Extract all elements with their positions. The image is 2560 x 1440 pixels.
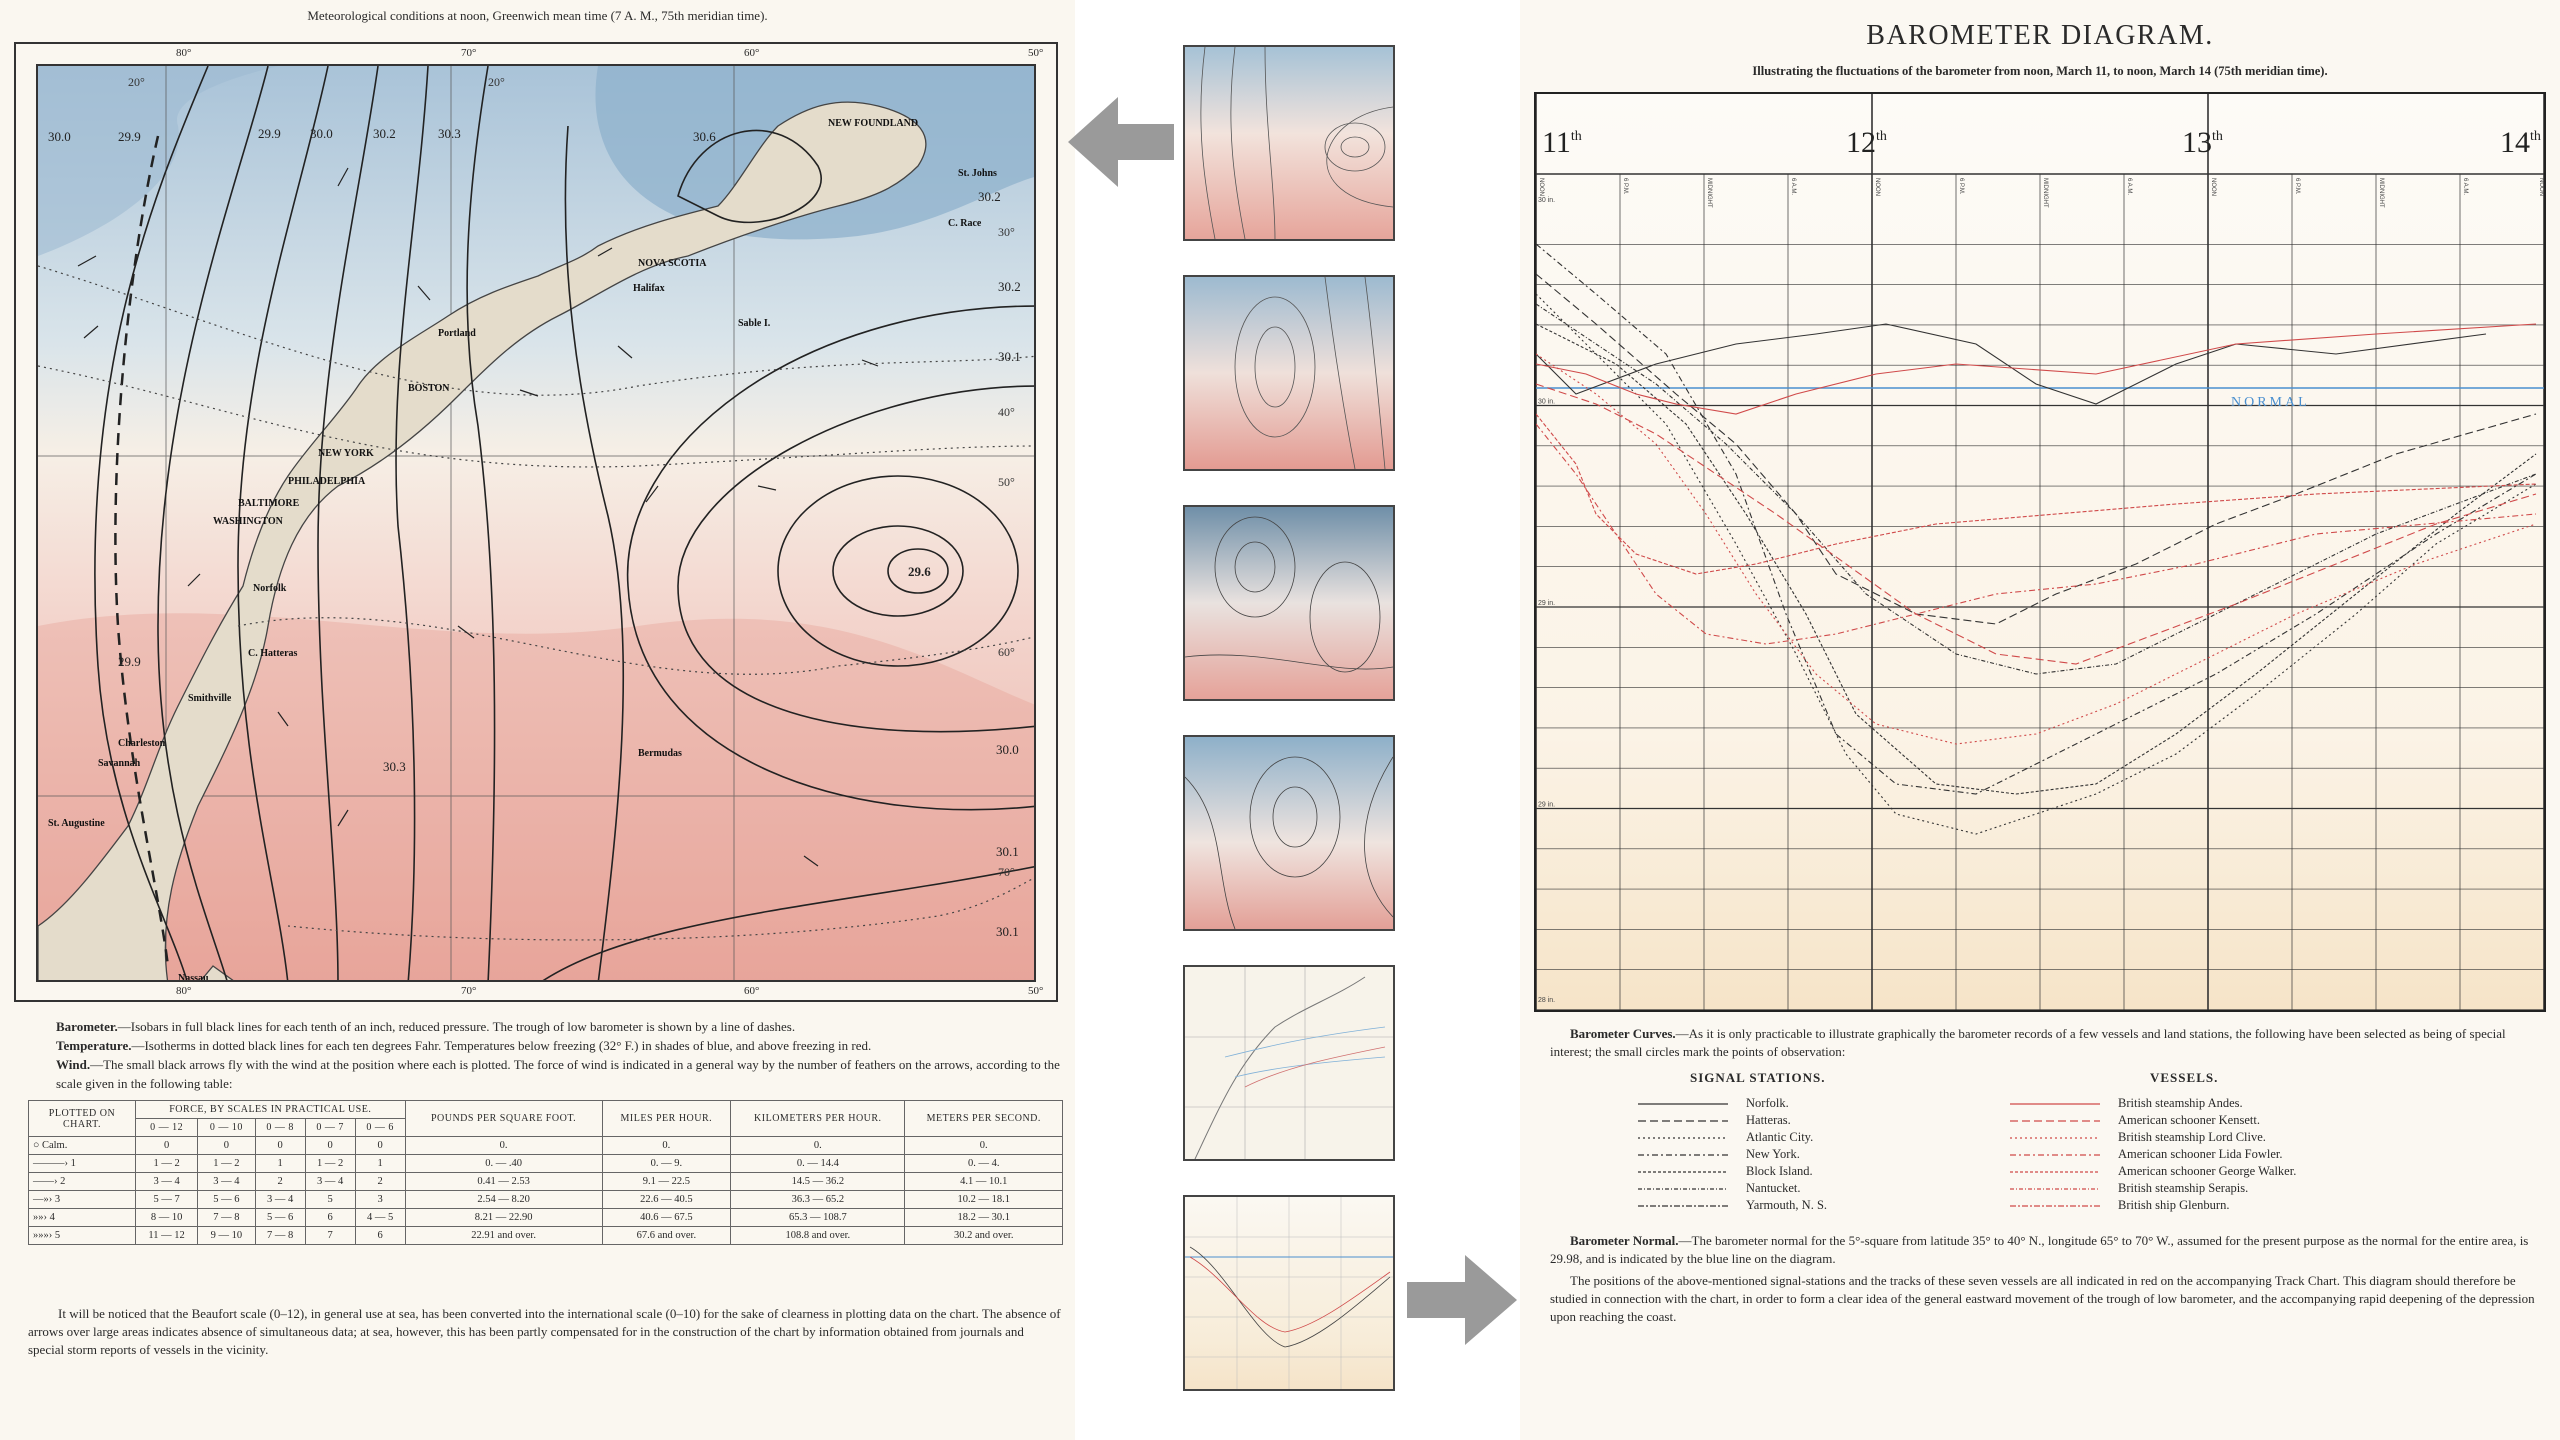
isobar-label: 30.1 [998, 349, 1021, 364]
day-label: 14th [2500, 126, 2541, 159]
place-label: St. Johns [958, 168, 997, 179]
key-label: Hatteras. [1746, 1113, 1791, 1127]
weather-map-svg [38, 66, 1036, 982]
thumbnail-image [1185, 277, 1393, 469]
isobar-label: 30.0 [310, 126, 333, 141]
thumbnail-map-2[interactable] [1183, 275, 1395, 471]
place-label: C. Race [948, 218, 982, 229]
isobar-label: 30.3 [383, 759, 406, 774]
key-label: New York. [1746, 1147, 1800, 1161]
temp-label: 20° [128, 75, 145, 89]
line-style-swatch [2010, 1133, 2100, 1143]
curves-paragraph: Barometer Curves.—As it is only practicable to illustrate graphically the barometer records of a few vessels and land stations, the following have been selected as being of special interest; the small circles mark the points of observation: [1550, 1026, 2506, 1059]
temp-label: 20° [488, 75, 505, 89]
line-style-swatch [2010, 1099, 2100, 1109]
line-style-swatch [1638, 1150, 1728, 1160]
signal-station-key [1638, 1197, 1827, 1214]
signal-station-key [1638, 1146, 1800, 1163]
wind-scale-table [28, 1100, 1063, 1245]
vessel-key [2010, 1197, 2229, 1214]
time-label: MIDNIGHT [1706, 178, 1712, 208]
line-style-swatch [1638, 1167, 1728, 1177]
lon-label: 50° [1028, 985, 1044, 997]
line-style-swatch [2010, 1184, 2100, 1194]
map-title: Meteorological conditions at noon, Greenwich mean time (7 A. M., 75th meridian time). [307, 8, 768, 23]
vessel-key [2010, 1180, 2248, 1197]
place-label: Halifax [633, 283, 665, 294]
barometer-chart [1536, 94, 2544, 1010]
place-label: Charleston [118, 738, 166, 749]
time-label: NOON [1538, 178, 1544, 196]
time-label: 6 P.M. [1622, 178, 1628, 195]
place-label: PHILADELPHIA [288, 476, 366, 487]
time-label: 6 P.M. [2294, 178, 2300, 195]
time-label: NOON [2538, 178, 2544, 196]
key-label: British steamship Serapis. [2118, 1181, 2249, 1195]
place-label: BOSTON [408, 383, 450, 394]
isobar-label: 29.6 [908, 564, 931, 579]
time-label: 6 A.M. [1790, 178, 1796, 196]
map-page [0, 0, 1075, 1440]
col-scale: 0 — 10 [198, 1119, 256, 1137]
vessels-heading: VESSELS. [2150, 1070, 2219, 1085]
time-label: MIDNIGHT [2378, 178, 2384, 208]
barometer-diagram-frame [1534, 92, 2546, 1012]
table-row: —»› 3 5 — 7 5 — 6 3 — 4 5 3 2.54 — 8.20 22.6 — 40.5 36.3 — 65.2 10.2 — 18.1 [29, 1191, 1063, 1209]
temp-label: 60° [998, 645, 1015, 659]
table-row: »»»› 5 11 — 12 9 — 10 7 — 8 7 6 22.91 and over. 67.6 and over. 108.8 and over. 30.2 and over. [29, 1227, 1063, 1245]
key-label: British steamship Andes. [2118, 1096, 2243, 1110]
isobar-label: 30.0 [48, 129, 71, 144]
thumbnail-image [1185, 737, 1393, 929]
place-label: Smithville [188, 693, 232, 704]
temp-label: 30° [998, 225, 1015, 239]
col-scale: 0 — 12 [136, 1119, 198, 1137]
diagram-subtitle: Illustrating the fluctuations of the barometer from noon, March 11, to noon, March 14 (75th meridian time). [1752, 64, 2328, 78]
signal-station-key [1638, 1095, 1789, 1112]
signal-station-key [1638, 1163, 1813, 1180]
col-miles: MILES PER HOUR. [602, 1101, 731, 1137]
legend-wind: Wind.—The small black arrows fly with the wind at the position where each is plotted. The force of wind is indicated in a general way by the number of feathers on the arrows, according to the scale given in the following table: [56, 1057, 1060, 1091]
place-label: Savannah [98, 758, 141, 769]
time-label: 6 A.M. [2126, 178, 2132, 196]
time-label: MIDNIGHT [2042, 178, 2048, 208]
day-label: 12th [1846, 126, 1887, 159]
place-label: NEW YORK [318, 448, 374, 459]
isobar-label: 30.3 [438, 126, 461, 141]
lon-label: 70° [461, 47, 477, 59]
isobar-label: 30.1 [996, 844, 1019, 859]
key-label: American schooner Lida Fowler. [2118, 1147, 2283, 1161]
line-style-swatch [2010, 1201, 2100, 1211]
place-label: Nassau [178, 973, 209, 982]
place-label: Bermudas [638, 748, 682, 759]
isobar-label: 30.2 [373, 126, 396, 141]
col-scale: 0 — 8 [255, 1119, 305, 1137]
thumbnail-track-chart[interactable] [1183, 965, 1395, 1161]
place-label: NOVA SCOTIA [638, 258, 707, 269]
col-meters: METERS PER SECOND. [905, 1101, 1063, 1137]
arrow-left-icon [1068, 92, 1174, 192]
col-plotted: PLOTTED ON CHART. [29, 1101, 136, 1137]
vessel-key [2010, 1146, 2283, 1163]
time-label: 6 A.M. [2462, 178, 2468, 196]
temp-label: 40° [998, 405, 1015, 419]
place-label: Portland [438, 328, 476, 339]
place-label: NEW FOUNDLAND [828, 118, 919, 129]
col-scale: 0 — 6 [355, 1119, 405, 1137]
key-label: Block Island. [1746, 1164, 1813, 1178]
day-label: 13th [2182, 126, 2223, 159]
legend-barometer: Barometer.—Isobars in full black lines for each tenth of an inch, reduced pressure. The trough of low barometer is shown by a line of dashes. [56, 1019, 796, 1034]
normal-label: NORMAL [2231, 395, 2310, 410]
pressure-label: 29 in. [1538, 600, 1556, 607]
place-label: BALTIMORE [238, 498, 300, 509]
key-label: American schooner George Walker. [2118, 1164, 2297, 1178]
pressure-label: 30 in. [1538, 398, 1556, 406]
temp-label: 70° [998, 865, 1015, 879]
legend [56, 1017, 1066, 1093]
isobar-label: 29.9 [118, 654, 141, 669]
day-label: 11th [1542, 126, 1582, 159]
line-style-swatch [1638, 1116, 1728, 1126]
isobar-label: 29.9 [258, 126, 281, 141]
isobar-label: 30.6 [693, 129, 716, 144]
key-label: Norfolk. [1746, 1096, 1789, 1110]
lon-label: 80° [176, 47, 192, 59]
signal-station-key [1638, 1180, 1801, 1197]
normal-paragraph: Barometer Normal.—The barometer normal for the 5°-square from latitude 35° to 40° N., longitude 65° to 70° W., assumed for the present purpose as the normal for the entire area, is 29.98, and is indicated by the blue line on the diagram. [1550, 1233, 2529, 1266]
line-style-swatch [1638, 1099, 1728, 1109]
place-label: C. Hatteras [248, 648, 298, 659]
pressure-label: 28 in. [1538, 997, 1556, 1004]
weather-map [36, 64, 1036, 982]
line-style-swatch [1638, 1184, 1728, 1194]
line-style-swatch [1638, 1201, 1728, 1211]
thumbnail-barometer-diagram[interactable] [1183, 1195, 1395, 1391]
signal-station-key [1638, 1112, 1791, 1129]
place-label: Sable I. [738, 318, 771, 329]
place-label: Norfolk [253, 583, 287, 594]
lon-label: 60° [744, 47, 760, 59]
conversion-note: It will be noticed that the Beaufort scale (0–12), in general use at sea, has been converted into the international scale (0–10) for the sake of clearness in plotting data on the chart. The absence of arrows over large areas indicates absence of simultaneous data; at sea, however, this has been partly compensated for in the construction of the chart by information obtained from journals and special storm reports of vessels in the vicinity. [28, 1306, 1061, 1357]
vessel-key [2010, 1163, 2296, 1180]
positions-paragraph: The positions of the above-mentioned signal-stations and the tracks of these seven vessels are all indicated in red on the accompanying Track Chart. This diagram should therefore be studied in connection with the chart, in order to form a clear idea of the general eastward movement of the trough of low barometer, and the accompanying rapid deepening of the depression upon reaching the coast. [1550, 1273, 2535, 1324]
temp-label: 50° [998, 475, 1015, 489]
key-label: Yarmouth, N. S. [1746, 1198, 1828, 1212]
place-label: WASHINGTON [213, 516, 283, 527]
col-pounds: POUNDS PER SQUARE FOOT. [405, 1101, 602, 1137]
thumbnail-image [1185, 1197, 1393, 1389]
key-label: Atlantic City. [1746, 1130, 1814, 1144]
barometer-page [1520, 0, 2560, 1440]
thumbnail-image [1185, 967, 1393, 1159]
weather-map-frame [14, 42, 1058, 1002]
lon-label: 70° [461, 985, 477, 997]
diagram-title: BAROMETER DIAGRAM. [1866, 20, 2214, 51]
signal-station-key [1638, 1129, 1813, 1146]
thumbnail-map-4[interactable] [1183, 735, 1395, 931]
thumbnail-map-3[interactable] [1183, 505, 1395, 701]
isobar-label: 30.2 [978, 189, 1001, 204]
line-style-swatch [1638, 1133, 1728, 1143]
vessel-key [2010, 1129, 2266, 1146]
time-label: NOON [1874, 178, 1880, 196]
legend-temperature: Temperature.—Isotherms in dotted black lines for each ten degrees Fahr. Temperatures below freezing (32° F.) in shades of blue, and above freezing in red. [56, 1038, 872, 1053]
key-label: British ship Glenburn. [2118, 1198, 2230, 1212]
thumbnail-image [1185, 507, 1393, 699]
pressure-label: 29 in. [1538, 801, 1556, 809]
table-row: »»› 4 8 — 10 7 — 8 5 — 6 6 4 — 5 8.21 — 22.90 40.6 — 67.5 65.3 — 108.7 18.2 — 30.1 [29, 1209, 1063, 1227]
time-label: 6 P.M. [1958, 178, 1964, 195]
isobar-label: 29.9 [118, 129, 141, 144]
lon-label: 60° [744, 985, 760, 997]
col-km: KILOMETERS PER HOUR. [731, 1101, 905, 1137]
table-row: ——› 2 3 — 4 3 — 4 2 3 — 4 2 0.41 — 2.53 9.1 — 22.5 14.5 — 36.2 4.1 — 10.1 [29, 1173, 1063, 1191]
col-force: FORCE, BY SCALES IN PRACTICAL USE. [136, 1101, 406, 1119]
vessel-key [2010, 1095, 2243, 1112]
key-label: Nantucket. [1746, 1181, 1801, 1195]
vessel-key [2010, 1112, 2260, 1129]
line-style-swatch [2010, 1150, 2100, 1160]
isobar-label: 30.1 [996, 924, 1019, 939]
table-row: ———› 1 1 — 2 1 — 2 1 1 — 2 1 0. — .40 0. — 9. 0. — 14.4 0. — 4. [29, 1155, 1063, 1173]
place-label: St. Augustine [48, 818, 105, 829]
arrow-right-icon [1407, 1250, 1517, 1350]
key-label: American schooner Kensett. [2118, 1113, 2260, 1127]
lon-label: 80° [176, 985, 192, 997]
col-scale: 0 — 7 [305, 1119, 355, 1137]
pressure-label: 30 in. [1538, 197, 1556, 204]
key-label: British steamship Lord Clive. [2118, 1130, 2266, 1144]
table-row: ○ Calm. 0 0 0 0 0 0. 0. 0. 0. [29, 1137, 1063, 1155]
lon-label: 50° [1028, 47, 1044, 59]
signal-stations-heading: SIGNAL STATIONS. [1690, 1070, 1826, 1085]
thumbnail-image [1185, 47, 1393, 239]
isobar-label: 30.0 [996, 742, 1019, 757]
isobar-label: 30.2 [998, 279, 1021, 294]
time-label: NOON [2210, 178, 2216, 196]
line-style-swatch [2010, 1167, 2100, 1177]
line-style-swatch [2010, 1116, 2100, 1126]
thumbnail-map-1[interactable] [1183, 45, 1395, 241]
